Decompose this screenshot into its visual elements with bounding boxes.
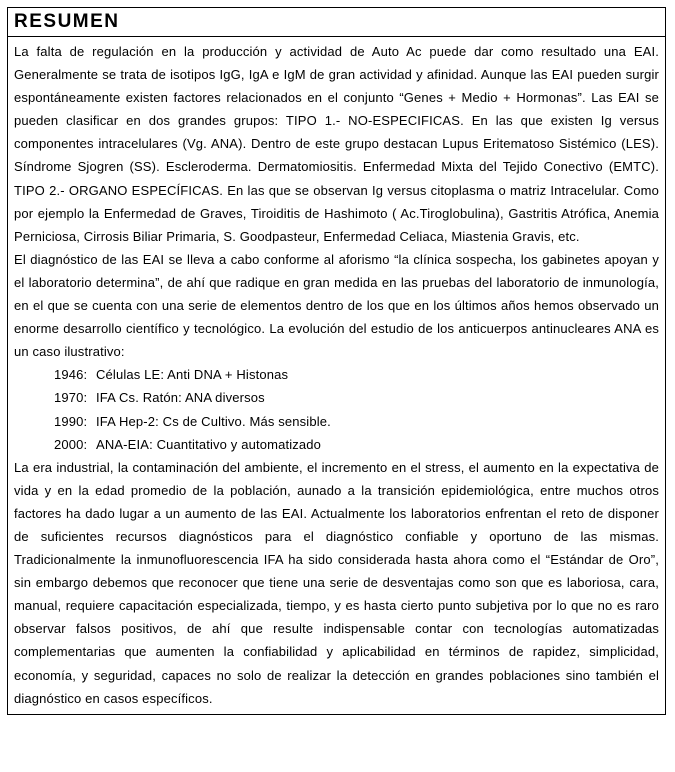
timeline-text: IFA Hep-2: Cs de Cultivo. Más sensible.	[96, 413, 331, 429]
summary-body	[8, 37, 665, 714]
paragraph-challenges: La era industrial, la contaminación del ambiente, el incremento en el stress, el aumento en la expectativa de vida y en la edad promedio de la población, aunado a la transición epidemiológica, entre muchos otros factores ha dado lugar a un aumento de las EAI. Actualmente los laboratorios enfrentan el reto de disponer de suficientes recursos diagnósticos para el diagnóstico confiable y oportuno de las mismas. Tradicionalmente la inmunofluorescencia IFA ha sido considerada hasta ahora como el “Estándar de Oro”, sin embargo debemos que reconocer que tiene una serie de desventajas como son que es laboriosa, cara, manual, requiere capacitación especializada, tiempo, y es hasta cierto punto subjetiva por lo que no es raro observar falsos positivos, de ahí que resulte indispensable contar con tecnologías automatizadas complementarias que aumenten la confiabilidad y aplicabilidad en términos de rapidez, simplicidad, economía, y seguridad, capaces no solo de realizar la detección en grandes poblaciones sino también el diagnóstico en casos específicos.	[14, 459, 659, 706]
timeline-item	[14, 433, 659, 456]
ana-timeline	[14, 363, 659, 455]
timeline-year: 1946:	[54, 367, 88, 383]
timeline-year: 2000:	[54, 436, 88, 452]
timeline-text: Células LE: Anti DNA + Histonas	[96, 367, 289, 383]
timeline-year: 1970:	[54, 390, 88, 406]
page-title: RESUMEN	[14, 11, 120, 32]
title-box	[8, 8, 665, 37]
timeline-text: ANA-EIA: Cuantitativo y automatizado	[96, 436, 322, 452]
timeline-item	[14, 363, 659, 386]
summary-frame	[7, 7, 666, 715]
paragraph-diagnosis: El diagnóstico de las EAI se lleva a cabo conforme al aforismo “la clínica sospecha, los gabinetes apoyan y el laboratorio determina”, de ahí que radique en gran medida en las pruebas del laboratorio de inmunología, en el que se cuenta con una serie de elementos dentro de los que en los últimos años hemos observado un enorme desarrollo científico y tecnológico. La evolución del estudio de los anticuerpos antinucleares ANA es un caso ilustrativo:	[14, 251, 659, 360]
timeline-year: 1990:	[54, 413, 88, 429]
timeline-item	[14, 386, 659, 409]
timeline-item	[14, 410, 659, 433]
timeline-text: IFA Cs. Ratón: ANA diversos	[96, 390, 265, 406]
paragraph-intro: La falta de regulación en la producción y actividad de Auto Ac puede dar como resultado una EAI. Generalmente se trata de isotipos IgG, IgA e IgM de gran actividad y afinidad. Aunque las EAI pueden surgir espontáneamente existen factores relacionados en el conjunto “Genes + Medio + Hormonas”. Las EAI se pueden clasificar en dos grandes grupos: TIPO 1.- NO-ESPECIFICAS. En las que existen Ig versus componentes intracelulares (Vg. ANA). Dentro de este grupo destacan Lupus Eritematoso Sistémico (LES). Síndrome Sjogren (SS). Escleroderma. Dermatomiositis. Enfermedad Mixta del Tejido Conectivo (EMTC). TIPO 2.- ORGANO ESPECÍFICAS. En las que se observan Ig versus citoplasma o matriz Intracelular. Como por ejemplo la Enfermedad de Graves, Tiroiditis de Hashimoto ( Ac.Tiroglobulina), Gastritis Atrófica, Anemia Perniciosa, Cirrosis Biliar Primaria, S. Goodpasteur, Enfermedad Celiaca, Miastenia Gravis, etc.	[14, 44, 659, 244]
